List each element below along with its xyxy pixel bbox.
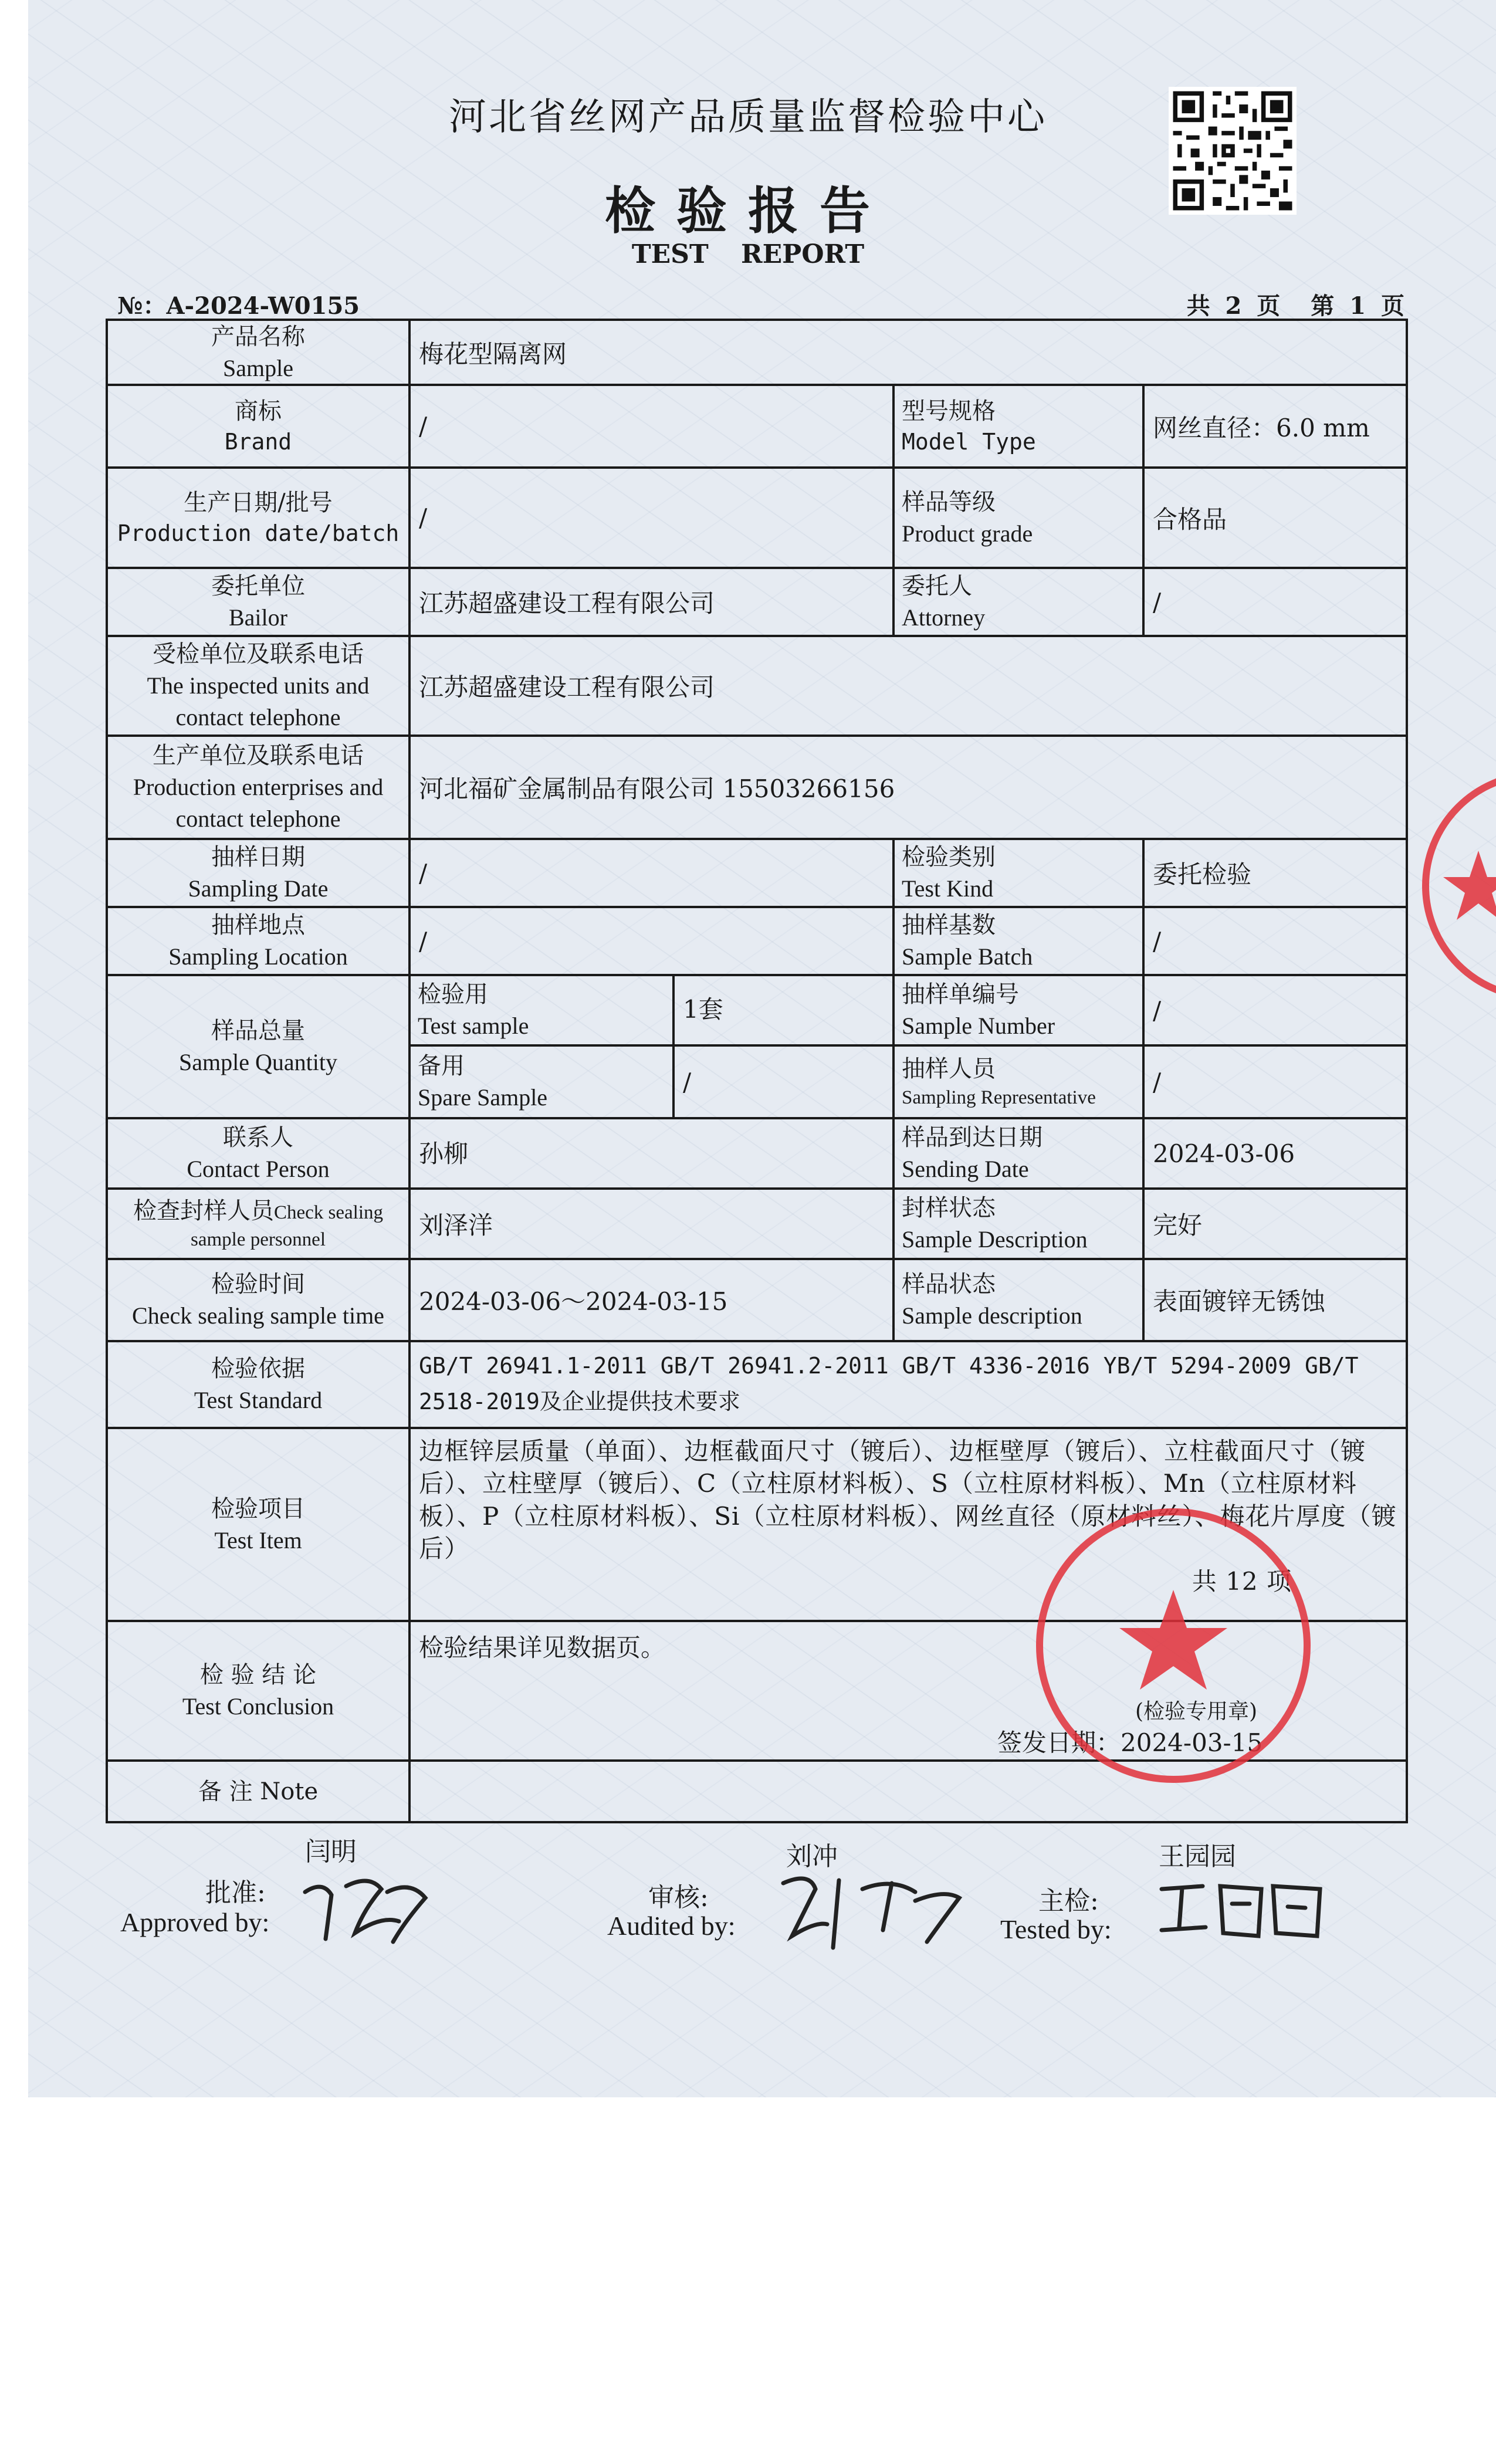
- value-test-standard: GB/T 26941.1-2011 GB/T 26941.2-2011 GB/T 4336-2016 YB/T 5294-2009 GB/T 2518-2019及企业提供技术要求: [408, 1340, 1408, 1429]
- label-model: 型号规格 Model Type: [892, 384, 1145, 469]
- value-seal-state: 完好: [1142, 1187, 1408, 1260]
- approver-label-en: Approved by:: [120, 1907, 270, 1937]
- value-sample-number: /: [1142, 974, 1408, 1047]
- signature-area: [0, 1825, 1496, 1965]
- value-test-time: 2024-03-06～2024-03-15: [408, 1258, 895, 1342]
- value-production-date: /: [408, 466, 895, 569]
- label-sample-quantity: 样品总量 Sample Quantity: [106, 974, 411, 1119]
- label-seal-state: 封样状态 Sample Description: [892, 1187, 1145, 1260]
- page-margin: [0, 2097, 1496, 2464]
- label-production-enterprise: 生产单位及联系电话 Production enterprises and contact telephone: [106, 735, 411, 840]
- inspection-seal-icon: [1030, 1502, 1317, 1789]
- page-info: 共 2 页 第 1 页: [1186, 292, 1408, 320]
- qr-code-icon: [1169, 87, 1297, 215]
- label-sealing-personnel: 检查封样人员Check sealing sample personnel: [106, 1187, 411, 1260]
- label-test-time: 检验时间 Check sealing sample time: [106, 1258, 411, 1342]
- label-test-standard: 检验依据 Test Standard: [106, 1340, 411, 1429]
- label-test-kind: 检验类别 Test Kind: [892, 838, 1145, 908]
- label-test-items: 检验项目 Test Item: [106, 1427, 411, 1622]
- approver-name: 闫明: [305, 1837, 357, 1867]
- value-sampling-date: /: [408, 838, 895, 908]
- value-sampling-representative: /: [1142, 1044, 1408, 1119]
- label-note: 备 注 Note: [106, 1759, 411, 1823]
- label-inspected-units: 受检单位及联系电话 The inspected units and contact telephone: [106, 635, 411, 737]
- label-test-sample: 检验用 Test sample: [408, 974, 675, 1047]
- value-sample-state: 表面镀锌无锈蚀: [1142, 1258, 1408, 1342]
- value-production-enterprise: 河北福矿金属制品有限公司 15503266156: [408, 735, 1408, 840]
- value-grade: 合格品: [1142, 466, 1408, 569]
- approver-label-cn: 批准:: [205, 1878, 266, 1908]
- auditor-name: 刘冲: [786, 1842, 838, 1871]
- label-conclusion: 检 验 结 论 Test Conclusion: [106, 1620, 411, 1762]
- value-conclusion: 检验结果详见数据页。 (检验专用章) 签发日期：2024-03-15: [408, 1620, 1408, 1762]
- value-model: 网丝直径：6.0 mm: [1142, 384, 1408, 469]
- value-spare-sample: /: [672, 1044, 895, 1119]
- label-sampling-representative: 抽样人员 Sampling Representative: [892, 1044, 1145, 1119]
- auditor-label-en: Audited by:: [607, 1911, 736, 1941]
- tester-label-cn: 主检:: [1038, 1886, 1099, 1916]
- label-grade: 样品等级 Product grade: [892, 466, 1145, 569]
- value-sample-batch: /: [1142, 906, 1408, 976]
- label-sampling-date: 抽样日期 Sampling Date: [106, 838, 411, 908]
- label-bailor: 委托单位 Bailor: [106, 567, 411, 637]
- label-sample-batch: 抽样基数 Sample Batch: [892, 906, 1145, 976]
- value-test-kind: 委托检验: [1142, 838, 1408, 908]
- report-title-en: TEST REPORT: [631, 239, 865, 269]
- auditor-label-cn: 审核:: [648, 1883, 709, 1913]
- report-title: 检验报告: [605, 181, 891, 241]
- edge-seal-icon: [1414, 763, 1496, 1009]
- value-bailor: 江苏超盛建设工程有限公司: [408, 567, 895, 637]
- label-sending-date: 样品到达日期 Sending Date: [892, 1117, 1145, 1190]
- label-spare-sample: 备用 Spare Sample: [408, 1044, 675, 1119]
- auditor-signature-icon: [774, 1866, 968, 1954]
- stamp-caption: (检验专用章): [1135, 1700, 1258, 1724]
- approver-signature-icon: [299, 1869, 434, 1951]
- value-attorney: /: [1142, 567, 1408, 637]
- label-brand: 商标 Brand: [106, 384, 411, 469]
- value-sealing-personnel: 刘泽洋: [408, 1187, 895, 1260]
- label-production-date: 生产日期/批号 Production date/batch: [106, 466, 411, 569]
- tester-signature-icon: [1156, 1871, 1332, 1948]
- label-sample: 产品名称 Sample: [106, 319, 411, 386]
- value-sample: 梅花型隔离网: [408, 319, 1408, 386]
- label-sample-state: 样品状态 Sample description: [892, 1258, 1145, 1342]
- org-title: 河北省丝网产品质量监督检验中心: [449, 96, 1047, 139]
- value-brand: /: [408, 384, 895, 469]
- value-inspected-units: 江苏超盛建设工程有限公司: [408, 635, 1408, 737]
- value-test-items: 边框锌层质量（单面）、边框截面尺寸（镀后）、边框壁厚（镀后）、立柱截面尺寸（镀后）、立柱壁厚（镀后）、C（立柱原材料板）、S（立柱原材料板）、Mn（立柱原材料板）、P（立柱原材料板）、Si（立柱原材料板）、网丝直径（原材料丝）、梅花片厚度（镀后） 共 12 项: [408, 1427, 1408, 1622]
- issue-date: 2024-03-15: [1121, 1728, 1263, 1757]
- report-number: №：A-2024-W0155: [117, 292, 360, 320]
- value-test-sample: 1套: [672, 974, 895, 1047]
- label-contact-person: 联系人 Contact Person: [106, 1117, 411, 1190]
- label-sampling-location: 抽样地点 Sampling Location: [106, 906, 411, 976]
- value-sending-date: 2024-03-06: [1142, 1117, 1408, 1190]
- tester-name: 王园园: [1159, 1842, 1236, 1871]
- tester-label-en: Tested by:: [1000, 1914, 1112, 1944]
- label-attorney: 委托人 Attorney: [892, 567, 1145, 637]
- label-sample-number: 抽样单编号 Sample Number: [892, 974, 1145, 1047]
- value-sampling-location: /: [408, 906, 895, 976]
- issue-date-label: 签发日期：: [997, 1728, 1121, 1757]
- value-contact-person: 孙柳: [408, 1117, 895, 1190]
